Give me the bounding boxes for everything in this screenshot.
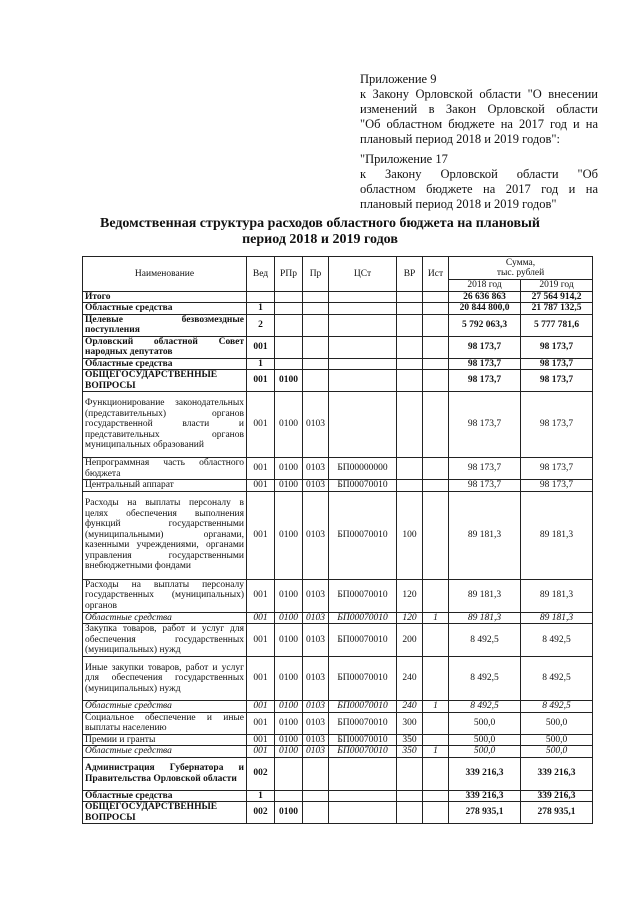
cell-ist [423,458,449,480]
header-sum: Сумма, тыс. рублей [449,257,593,280]
cell-2019: 27 564 914,2 [521,291,593,303]
cell-vr: 120 [397,579,423,612]
cell-2019: 500,0 [521,712,593,734]
table-row [83,358,593,370]
cell-ist [423,314,449,336]
cell-pr [303,790,329,802]
cell-2019: 98 173,7 [521,392,593,458]
table-row [83,291,593,303]
appendix-9-block [360,72,598,147]
cell-cst [329,358,397,370]
table-row [83,757,593,790]
cell-2018: 98 173,7 [449,458,521,480]
cell-2019: 98 173,7 [521,370,593,392]
cell-rpr: 0100 [275,480,303,492]
cell-name: Орловский областной Совет народных депутатов [83,336,247,358]
page-title-line: период 2018 и 2019 годов [242,232,398,247]
cell-pr [303,314,329,336]
cell-2019: 500,0 [521,734,593,746]
cell-2018: 89 181,3 [449,579,521,612]
cell-2018: 98 173,7 [449,358,521,370]
page-title [80,216,560,248]
cell-ist [423,790,449,802]
cell-vr [397,336,423,358]
cell-rpr: 0100 [275,802,303,824]
appendix-9-line: к Закону Орловской области "О внесении [360,87,598,101]
table-row [83,336,593,358]
cell-vr: 350 [397,734,423,746]
cell-rpr: 0100 [275,491,303,579]
cell-vr [397,291,423,303]
cell-2018: 98 173,7 [449,392,521,458]
cell-rpr: 0100 [275,712,303,734]
cell-cst [329,392,397,458]
cell-2019: 5 777 781,6 [521,314,593,336]
cell-rpr: 0100 [275,624,303,657]
cell-ist [423,734,449,746]
cell-ist [423,336,449,358]
expenditure-table [82,256,593,824]
table-row [83,790,593,802]
cell-vr [397,757,423,790]
cell-2018: 89 181,3 [449,491,521,579]
cell-name: Областные средства [83,790,247,802]
appendix-17-line: плановый период 2018 и 2019 годов" [360,197,557,211]
cell-ved: 001 [247,657,275,701]
cell-2018: 500,0 [449,712,521,734]
cell-2018: 8 492,5 [449,701,521,713]
cell-ist [423,624,449,657]
cell-2018: 500,0 [449,746,521,758]
header-cst: ЦСт [329,257,397,292]
table-row [83,734,593,746]
table-row [83,392,593,458]
cell-ist [423,491,449,579]
header-year-2018: 2018 год [449,280,521,292]
cell-ved: 001 [247,612,275,624]
cell-rpr: 0100 [275,746,303,758]
cell-cst: БП00070010 [329,701,397,713]
cell-pr [303,757,329,790]
cell-ist [423,579,449,612]
cell-rpr: 0100 [275,579,303,612]
cell-cst: БП00070010 [329,480,397,492]
cell-ved: 001 [247,734,275,746]
cell-vr: 120 [397,612,423,624]
cell-ist: 1 [423,746,449,758]
header-vr: ВР [397,257,423,292]
cell-pr [303,291,329,303]
cell-cst: БП00070010 [329,746,397,758]
cell-name: Иные закупки товаров, работ и услуг для обеспечения государственных (муниципальных) нужд [83,657,247,701]
cell-2019: 278 935,1 [521,802,593,824]
appendix-9-line: Приложение 9 [360,72,437,86]
table-row [83,458,593,480]
cell-vr [397,314,423,336]
table-row [83,303,593,315]
cell-2018: 98 173,7 [449,480,521,492]
cell-2018: 26 636 863 [449,291,521,303]
cell-cst [329,314,397,336]
cell-rpr [275,303,303,315]
appendix-9-line: плановый период 2018 и 2019 годов": [360,132,560,146]
cell-pr: 0103 [303,712,329,734]
cell-name: Областные средства [83,746,247,758]
cell-ved: 1 [247,790,275,802]
appendix-17-line: областном бюджете на 2017 год и на [360,182,598,196]
cell-ved: 1 [247,358,275,370]
cell-vr: 350 [397,746,423,758]
cell-vr [397,370,423,392]
cell-2019: 500,0 [521,746,593,758]
cell-rpr [275,790,303,802]
cell-vr: 100 [397,491,423,579]
cell-vr [397,392,423,458]
cell-ist [423,303,449,315]
table-row [83,491,593,579]
cell-2019: 21 787 132,5 [521,303,593,315]
cell-ist: 1 [423,612,449,624]
cell-vr: 240 [397,657,423,701]
appendix-17-line: к Закону Орловской области "Об [360,167,598,181]
header-pr: Пр [303,257,329,292]
cell-cst [329,303,397,315]
cell-2018: 98 173,7 [449,370,521,392]
appendix-9-line: изменений в Закон Орловской области [360,102,598,116]
page-title-line: Ведомственная структура расходов областного бюджета на плановый [99,216,540,231]
cell-ved: 001 [247,624,275,657]
cell-name: Расходы на выплаты персоналу в целях обеспечения выполнения функций государственными (муниципальными) органами, казенными учреждениями, органами управления государственными внебюджетными фондами [83,491,247,579]
cell-ved: 001 [247,336,275,358]
cell-ved: 2 [247,314,275,336]
cell-ist [423,480,449,492]
cell-pr: 0103 [303,746,329,758]
cell-ved: 001 [247,712,275,734]
header-name: Наименование [83,257,247,292]
cell-ved: 1 [247,303,275,315]
cell-vr: 300 [397,712,423,734]
cell-rpr: 0100 [275,734,303,746]
cell-ist [423,712,449,734]
cell-ved: 001 [247,746,275,758]
cell-ist [423,657,449,701]
cell-name: Областные средства [83,701,247,713]
table-body [83,291,593,824]
cell-vr [397,802,423,824]
cell-pr: 0103 [303,624,329,657]
header-year-2019: 2019 год [521,280,593,292]
table-row [83,579,593,612]
cell-2019: 89 181,3 [521,579,593,612]
cell-cst: БП00000000 [329,458,397,480]
appendix-17-line: "Приложение 17 [360,152,448,166]
cell-name: Администрация Губернатора и Правительства Орловской области [83,757,247,790]
table-row [83,480,593,492]
cell-2019: 98 173,7 [521,458,593,480]
cell-cst: БП00070010 [329,734,397,746]
cell-ved: 001 [247,701,275,713]
cell-name: Непрограммная часть областного бюджета [83,458,247,480]
cell-name: Закупка товаров, работ и услуг для обеспечения государственных (муниципальных) нужд [83,624,247,657]
cell-ved: 001 [247,370,275,392]
cell-2018: 500,0 [449,734,521,746]
cell-name: Итого [83,291,247,303]
cell-rpr: 0100 [275,458,303,480]
appendix-9-line: "Об областном бюджете на 2017 год и на [360,117,598,131]
cell-vr [397,458,423,480]
cell-ved: 001 [247,458,275,480]
table-row [83,746,593,758]
cell-name: Областные средства [83,303,247,315]
cell-ved [247,291,275,303]
cell-pr: 0103 [303,480,329,492]
table-row [83,657,593,701]
cell-name: Функционирование законодательных (представительных) органов государственной власти и представительных органов муниципальных образований [83,392,247,458]
cell-rpr: 0100 [275,657,303,701]
cell-2019: 98 173,7 [521,336,593,358]
cell-rpr [275,358,303,370]
cell-2019: 8 492,5 [521,701,593,713]
cell-ist [423,757,449,790]
cell-ved: 002 [247,757,275,790]
header-rpr: РПр [275,257,303,292]
cell-ist [423,358,449,370]
cell-cst: БП00070010 [329,491,397,579]
table-row [83,370,593,392]
cell-name: Областные средства [83,612,247,624]
cell-ved: 001 [247,392,275,458]
cell-pr [303,303,329,315]
cell-2018: 5 792 063,3 [449,314,521,336]
cell-name: ОБЩЕГОСУДАРСТВЕННЫЕ ВОПРОСЫ [83,802,247,824]
cell-ist [423,802,449,824]
table-row [83,701,593,713]
cell-ved: 001 [247,579,275,612]
table-row [83,802,593,824]
cell-2019: 339 216,3 [521,757,593,790]
cell-rpr [275,314,303,336]
cell-2019: 89 181,3 [521,612,593,624]
cell-2018: 20 844 800,0 [449,303,521,315]
cell-2018: 339 216,3 [449,757,521,790]
cell-rpr: 0100 [275,392,303,458]
cell-vr [397,303,423,315]
cell-2018: 8 492,5 [449,624,521,657]
cell-rpr [275,336,303,358]
table-row [83,712,593,734]
cell-2018: 339 216,3 [449,790,521,802]
table-row [83,624,593,657]
cell-vr [397,480,423,492]
cell-cst: БП00070010 [329,579,397,612]
cell-2019: 8 492,5 [521,657,593,701]
table-row [83,612,593,624]
cell-cst: БП00070010 [329,624,397,657]
cell-cst: БП00070010 [329,657,397,701]
cell-vr: 240 [397,701,423,713]
cell-cst: БП00070010 [329,712,397,734]
cell-pr: 0103 [303,734,329,746]
cell-rpr: 0100 [275,370,303,392]
cell-cst [329,336,397,358]
cell-cst [329,757,397,790]
cell-ist [423,370,449,392]
cell-2019: 98 173,7 [521,358,593,370]
cell-cst [329,802,397,824]
cell-rpr [275,291,303,303]
cell-cst [329,291,397,303]
cell-vr [397,790,423,802]
header-ved: Вед [247,257,275,292]
cell-ist [423,291,449,303]
cell-2019: 339 216,3 [521,790,593,802]
cell-2018: 89 181,3 [449,612,521,624]
cell-vr: 200 [397,624,423,657]
cell-2019: 8 492,5 [521,624,593,657]
cell-pr [303,370,329,392]
cell-2018: 98 173,7 [449,336,521,358]
cell-name: Расходы на выплаты персоналу государственных (муниципальных) органов [83,579,247,612]
cell-pr [303,336,329,358]
header-ist: Ист [423,257,449,292]
cell-name: ОБЩЕГОСУДАРСТВЕННЫЕ ВОПРОСЫ [83,370,247,392]
cell-pr: 0103 [303,458,329,480]
cell-pr [303,802,329,824]
cell-2019: 89 181,3 [521,491,593,579]
cell-2018: 8 492,5 [449,657,521,701]
cell-cst [329,790,397,802]
cell-rpr: 0100 [275,701,303,713]
appendix-17-block [360,152,598,212]
cell-pr: 0103 [303,491,329,579]
cell-vr [397,358,423,370]
cell-ved: 001 [247,491,275,579]
cell-pr: 0103 [303,579,329,612]
cell-cst [329,370,397,392]
cell-name: Целевые безвозмездные поступления [83,314,247,336]
cell-name: Премии и гранты [83,734,247,746]
cell-cst: БП00070010 [329,612,397,624]
cell-name: Областные средства [83,358,247,370]
cell-ved: 002 [247,802,275,824]
cell-pr: 0103 [303,701,329,713]
cell-pr: 0103 [303,657,329,701]
cell-ist: 1 [423,701,449,713]
cell-2018: 278 935,1 [449,802,521,824]
cell-name: Центральный аппарат [83,480,247,492]
cell-pr: 0103 [303,612,329,624]
table-row [83,314,593,336]
cell-name: Социальное обеспечение и иные выплаты населению [83,712,247,734]
cell-pr [303,358,329,370]
cell-ist [423,392,449,458]
cell-rpr: 0100 [275,612,303,624]
cell-rpr [275,757,303,790]
cell-2019: 98 173,7 [521,480,593,492]
cell-pr: 0103 [303,392,329,458]
cell-ved: 001 [247,480,275,492]
